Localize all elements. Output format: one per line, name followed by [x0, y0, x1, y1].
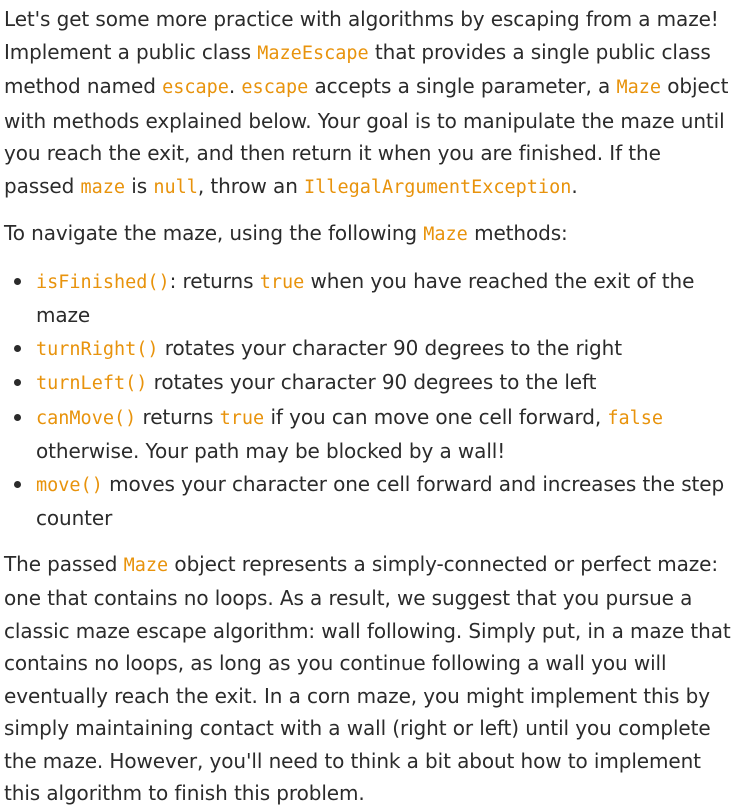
method-text: moves your character one cell forward and increases the step counter: [36, 471, 725, 530]
true-code: true: [259, 271, 305, 293]
false-code: false: [607, 407, 664, 429]
nav-text-1: To navigate the maze, using the following: [4, 221, 424, 245]
maze-type-code: Maze: [616, 77, 662, 98]
method-text: rotates your character 90 degrees to the right: [158, 335, 622, 360]
maze-type-code: Maze: [123, 554, 169, 576]
nav-text-2: methods:: [467, 221, 568, 245]
exception-code: IllegalArgumentException: [304, 176, 572, 198]
null-code: null: [153, 176, 198, 198]
bullet-icon: [14, 278, 21, 285]
method-code: turnLeft(): [36, 373, 148, 394]
intro-text-3: .: [228, 74, 242, 98]
bullet-icon: [14, 481, 21, 488]
method-code: move(): [36, 474, 103, 496]
intro-text-8: .: [571, 173, 578, 198]
closing-text-1: The passed: [4, 551, 124, 576]
list-item-move: [36, 468, 733, 535]
list-item-isfinished: [36, 265, 733, 332]
intro-text-1: Let's get some more practice with algorithms by escaping from a maze! Implement a public class: [4, 7, 719, 64]
method-text: returns: [136, 404, 220, 429]
maze-type-code: Maze: [423, 224, 468, 245]
intro-text-5: object with methods explained below. Your goal is to manipulate the maze until you reach the exit, and then return it when you are finished. If the passed: [4, 74, 729, 198]
intro-paragraph: [4, 3, 733, 204]
list-item-turnleft: [36, 366, 733, 401]
method-name-code: escape: [162, 77, 229, 98]
class-name-code: MazeEscape: [257, 42, 369, 64]
closing-text-2: object represents a simply-connected or perfect maze: one that contains no loops. As a result, we suggest that you pursue a classic maze escape algorithm: wall following. Simply put, in a maze that contains no loops, as long as you continue following a wall you will eventually reach the exit. In a corn maze, you might implement this by simply maintaining contact with a wall (right or left) until you complete the maze. However, you'll need to think a bit about how to implement this algorithm to finish this problem.: [4, 551, 731, 805]
method-name-code-2: escape: [241, 77, 309, 98]
method-text: otherwise. Your path may be blocked by a wall!: [36, 439, 506, 463]
method-code: canMove(): [36, 407, 137, 429]
intro-text-4: accepts a single parameter, a: [308, 74, 617, 98]
method-text: if you can move one cell forward,: [264, 404, 608, 429]
navigation-paragraph: [4, 217, 733, 252]
list-item-canmove: [36, 401, 733, 468]
intro-text-2: that provides a single public class method named: [4, 39, 711, 98]
bullet-icon: [14, 345, 21, 352]
bullet-icon: [14, 414, 21, 421]
bullet-icon: [14, 379, 21, 386]
method-code: isFinished(): [36, 271, 170, 293]
list-item-turnright: [36, 332, 733, 367]
true-code: true: [219, 407, 265, 429]
method-text: : returns: [169, 268, 260, 293]
intro-text-7: , throw an: [197, 173, 305, 198]
closing-paragraph: [4, 548, 733, 810]
intro-text-6: is: [125, 173, 154, 198]
method-text: rotates your character 90 degrees to the left: [147, 370, 597, 394]
method-text: when you have reached the exit of the maze: [36, 268, 695, 327]
maze-param-code: maze: [80, 176, 126, 198]
method-code: turnRight(): [36, 338, 159, 360]
maze-methods-list: [4, 265, 733, 535]
